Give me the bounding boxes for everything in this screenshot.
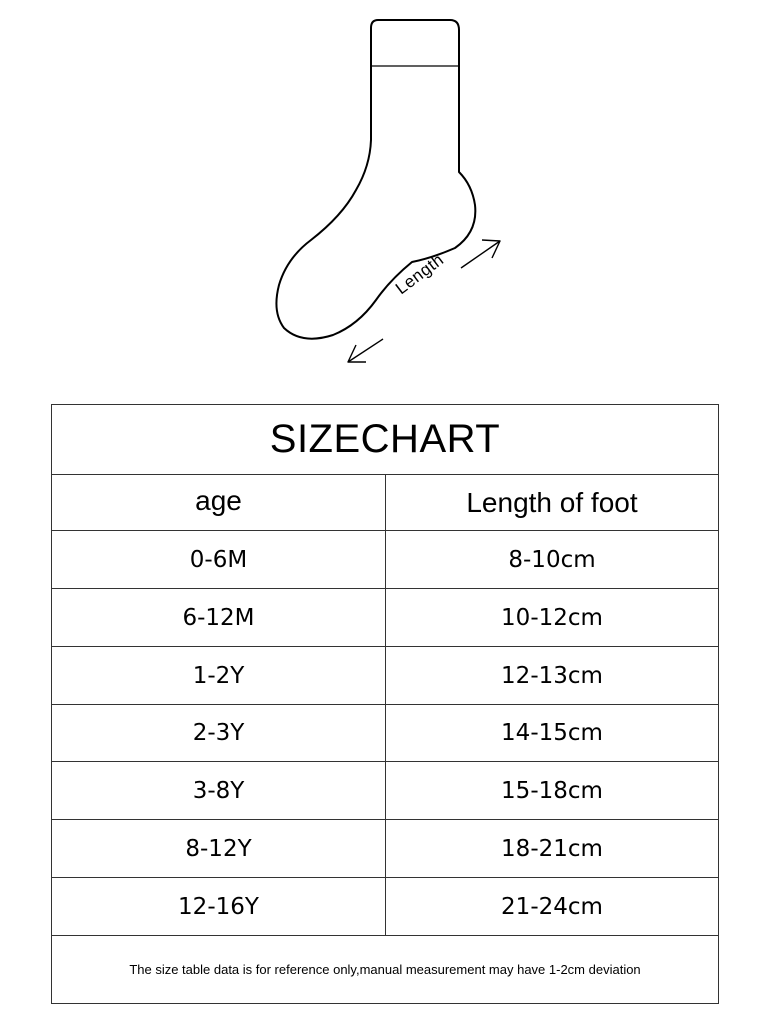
sock-illustration (0, 0, 769, 400)
table-row (52, 531, 718, 589)
size-chart-table (51, 404, 719, 1004)
header-length-of-foot: Length of foot (466, 486, 638, 518)
length-cell: 12-13cm (501, 662, 603, 689)
age-cell: 1-2Y (52, 647, 386, 704)
table-row (52, 705, 718, 762)
table-title: SIZECHART (269, 417, 501, 461)
length-cell: 14-15cm (501, 720, 603, 746)
age-cell: 8-12Y (52, 820, 386, 877)
table-row (52, 878, 718, 936)
header-age: age (52, 475, 386, 530)
length-label: Length (392, 249, 448, 299)
table-row (52, 589, 718, 647)
age-cell: 6-12M (52, 589, 386, 646)
table-header-row (52, 475, 718, 531)
table-note-row (52, 936, 718, 1003)
table-row (52, 820, 718, 878)
table-row (52, 762, 718, 820)
age-cell: 12-16Y (52, 878, 386, 935)
age-cell: 2-3Y (52, 705, 386, 761)
length-cell: 21-24cm (501, 893, 603, 920)
age-cell: 3-8Y (52, 762, 386, 819)
length-cell: 15-18cm (501, 777, 603, 804)
length-cell: 10-12cm (501, 604, 603, 631)
age-cell: 0-6M (52, 531, 386, 588)
deviation-note: The size table data is for reference only,manual measurement may have 1-2cm deviation (129, 962, 641, 977)
sock-outline-icon (0, 0, 769, 400)
table-title-row (52, 405, 718, 475)
length-cell: 8-10cm (508, 546, 596, 573)
length-cell: 18-21cm (501, 835, 603, 862)
table-row (52, 647, 718, 705)
